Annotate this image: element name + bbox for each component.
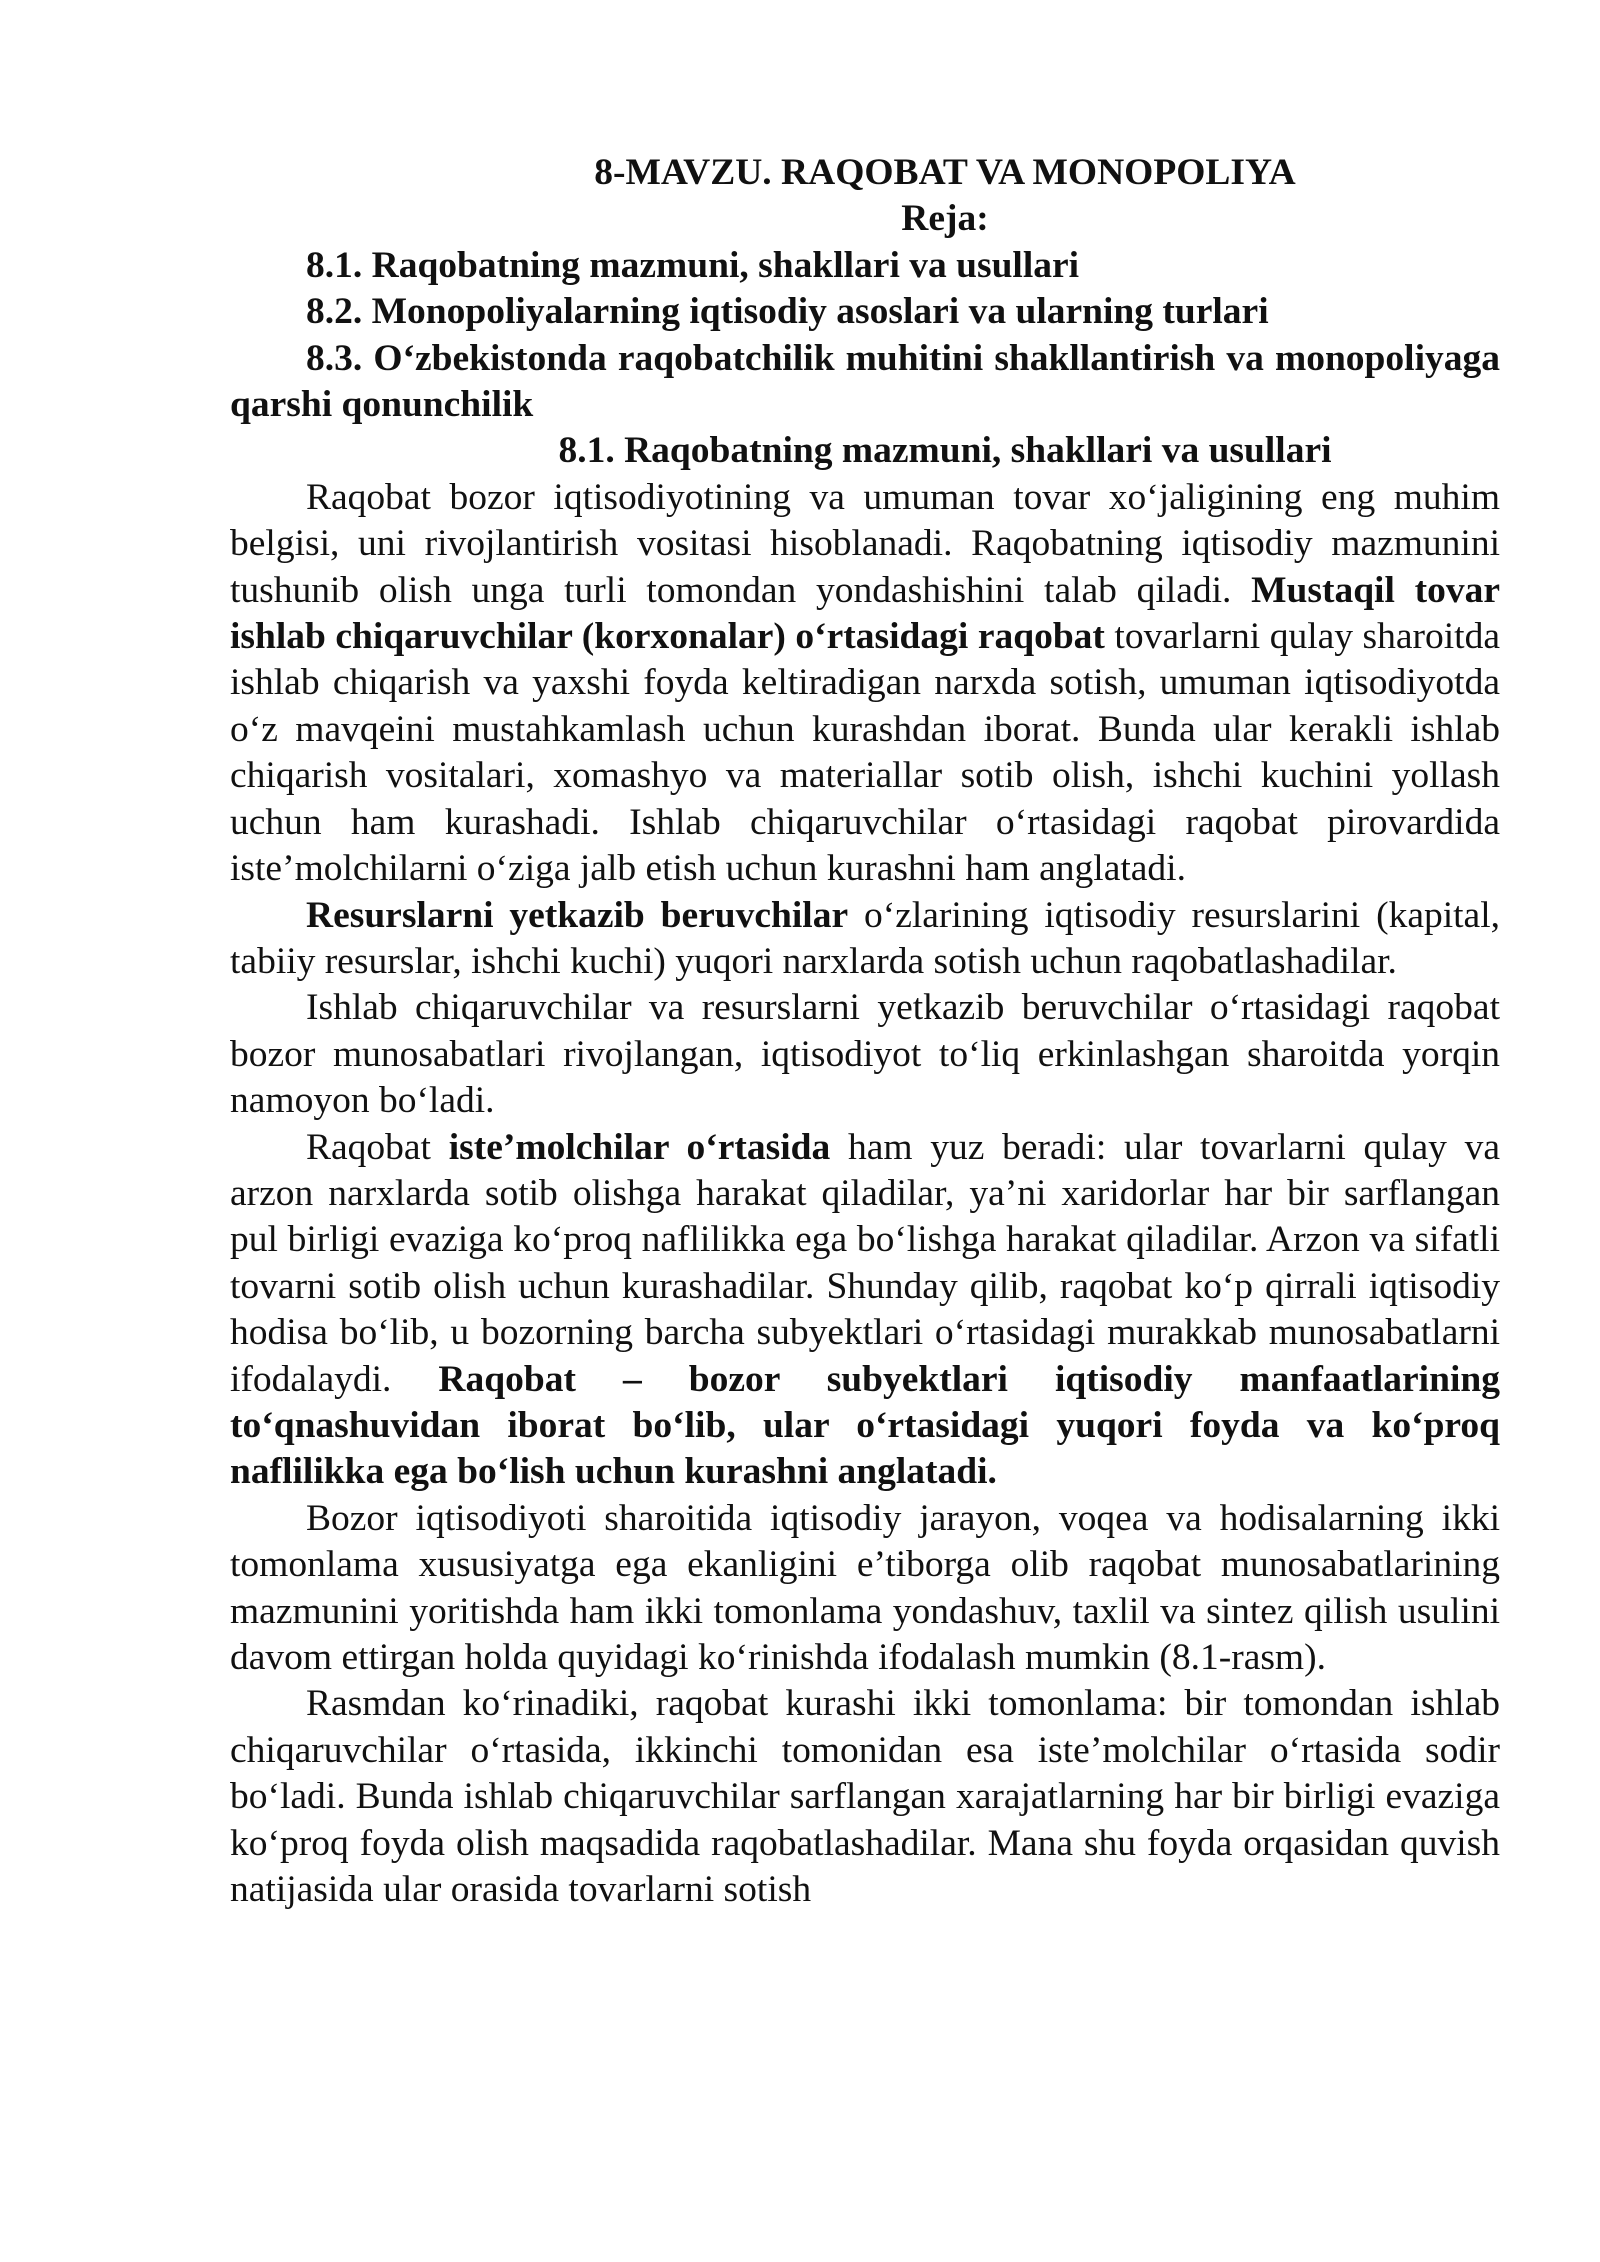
- paragraph-4-bold-definition: Raqobat – bozor subyektlari iqtisodiy manfaatlarining to‘qnashuvidan iborat bo‘lib, ular o‘rtasidagi yuqori foyda va ko‘proq naflilikka ega bo‘lish uchun kurashni anglatadi.: [230, 1358, 1500, 1493]
- paragraph-4: [230, 1125, 1500, 1496]
- paragraph-4-text-a: Raqobat: [306, 1126, 449, 1168]
- section-heading: 8.1. Raqobatning mazmuni, shakllari va usullari: [558, 430, 1332, 472]
- paragraph-4-text-c: ham yuz beradi: ular tovarlarni qulay va arzon narxlarda sotib olishga harakat qiladilar, ya’ni xaridorlar har bir sarflangan pul birligi evaziga ko‘proq naflilikka ega bo‘lishga harakat qiladilar. Arzon va sifatli tovarni sotib olish uchun kurashadilar. Shunday qilib, raqobat ko‘p qirrali iqtisodiy hodisa bo‘lib, u bozorning barcha subyektlari o‘rtasidagi murakkab munosabatlarni ifodalaydi.: [230, 1126, 1500, 1400]
- paragraph-1-text-c: tovarlarni qulay sharoitda ishlab chiqarish va yaxshi foyda keltiradigan narxda sotish, umuman iqtisodiyotda o‘z mavqeini mustahkamlash uchun kurashdan iborat. Bunda ular kerakli ishlab chiqarish vositalari, xomashyo va materiallar sotib olish, ishchi kuchini yollash uchun ham kurashadi. Ishlab chiqaruvchilar o‘rtasidagi raqobat pirovardida iste’molchilarni o‘ziga jalb etish uchun kurashni ham anglatadi.: [230, 616, 1500, 890]
- paragraph-1: [230, 475, 1500, 893]
- paragraph-4-bold-term: iste’molchilar o‘rtasida: [448, 1126, 831, 1168]
- paragraph-2-bold-term: Resurslarni yetkazib beruvchilar: [306, 894, 849, 936]
- document-title: 8-MAVZU. RAQOBAT VA MONOPOLIYA: [594, 152, 1296, 193]
- plan-item-2: 8.2. Monopoliyalarning iqtisodiy asoslari va ularning turlari: [306, 291, 1269, 333]
- paragraph-5: Bozor iqtisodiyoti sharoitida iqtisodiy jarayon, voqea va hodisalarning ikki tomonlama xususiyatga ega ekanligini e’tiborga olib raqobat munosabatlarining mazmunini yoritishda ham ikki tomonlama yondashuv, taxlil va sintez qilish usulini davom ettirgan holda quyidagi ko‘rinishda ifodalash mumkin (8.1-rasm).: [230, 1497, 1500, 1678]
- paragraph-1-text-a: Raqobat bozor iqtisodiyotining va umuman tovar xo‘jaligining eng muhim belgisi, uni rivojlantirish vositasi hisoblanadi. Raqobatning iqtisodiy mazmunini tushunib olish unga turli tomondan yondashishini talab qiladi.: [230, 476, 1500, 611]
- document-page: [230, 150, 1500, 1913]
- plan-item-1: 8.1. Raqobatning mazmuni, shakllari va usullari: [306, 244, 1080, 286]
- plan-item-3: 8.3. O‘zbekistonda raqobatchilik muhitini shakllantirish va monopoliyaga qarshi qonunchilik: [230, 337, 1500, 426]
- paragraph-6: Rasmdan ko‘rinadiki, raqobat kurashi ikki tomonlama: bir tomondan ishlab chiqaruvchilar o‘rtasida, ikkinchi tomonidan esa iste’molchilar o‘rtasida sodir bo‘ladi. Bunda ishlab chiqaruvchilar sarflangan xarajatlarning har bir birligi evaziga ko‘proq foyda olish maqsadida raqobatlashadilar. Mana shu foyda orqasidan quvish natijasida ular orasida tovarlarni sotish: [230, 1683, 1500, 1911]
- paragraph-2-text-b: o‘zlarining iqtisodiy resurslarini (kapital, tabiiy resurslar, ishchi kuchi) yuqori narxlarda sotish uchun raqobatlashadilar.: [230, 894, 1500, 982]
- paragraph-3: Ishlab chiqaruvchilar va resurslarni yetkazib beruvchilar o‘rtasidagi raqobat bozor munosabatlari rivojlangan, iqtisodiyot to‘liq erkinlashgan sharoitda yorqin namoyon bo‘ladi.: [230, 987, 1500, 1122]
- paragraph-2: [230, 893, 1500, 986]
- paragraph-1-bold-term: Mustaqil tovar ishlab chiqaruvchilar (korxonalar) o‘rtasidagi raqobat: [230, 569, 1500, 658]
- plan-label: Reja:: [901, 198, 989, 240]
